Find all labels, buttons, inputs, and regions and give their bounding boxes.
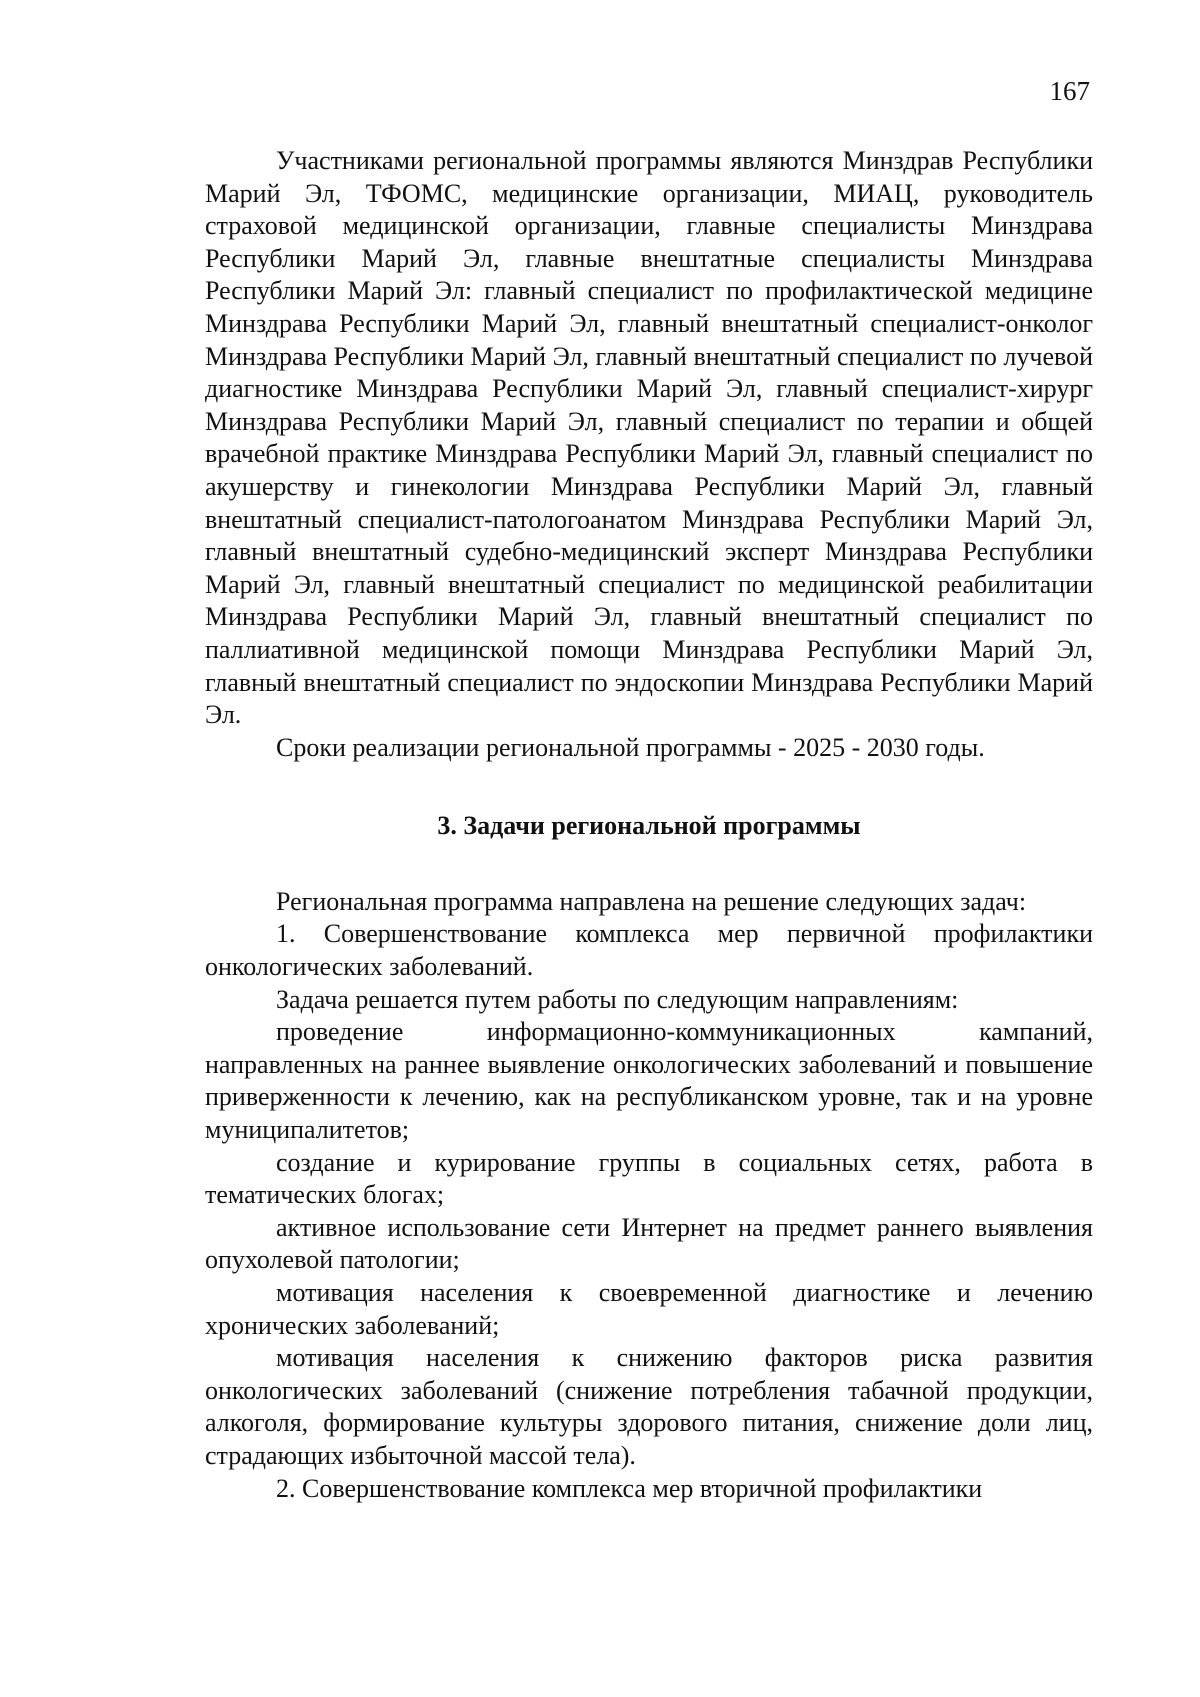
paragraph-task-2: 2. Совершенствование комплекса мер вторичной профилактики (276, 1473, 983, 1503)
paragraph-direction-diagnostics: мотивация населения к своевременной диагностике и лечению хронических заболеваний; (205, 1278, 1093, 1340)
paragraph-direction-social: создание и курирование группы в социальных сетях, работа в тематических блогах; (205, 1147, 1093, 1210)
paragraph-directions-intro: Задача решается путем работы по следующим направлениям: (276, 984, 959, 1014)
paragraph-direction-campaigns: проведение информационно-коммуникационных кампаний, направленных на раннее выявление онкологических заболеваний и повышение приверженности к лечению, как на республиканском уровне, так и на уровне муниципалитетов; (205, 1017, 1093, 1145)
paragraph-participants: Участниками региональной программы являются Минздрав Республики Марий Эл, ТФОМС, медицинские организации, МИАЦ, руководитель страховой медицинской организации, главные специалисты Минздрава Республики Марий Эл, главные внештатные специалисты Минздрава Республики Марий Эл: главный специалист по профилактической медицине Минздрава Республики Марий Эл, главный внештатный специалист-онколог Минздрава Республики Марий Эл, главный внештатный специалист по лучевой диагностике Минздрава Республики Марий Эл, главный специалист-хирург Минздрава Республики Марий Эл, главный специалист по терапии и общей врачебной практике Минздрава Республики Марий Эл, главный специалист по акушерству и гинекологии Минздрава Республики Марий Эл, главный внештатный специалист-патологоанатом Минздрава Республики Марий Эл, главный внештатный судебно-медицинский эксперт Минздрава Республики Марий Эл, главный внештатный специалист по медицинской реабилитации Минздрава Республики Марий Эл, главный внештатный специалист по паллиативной медицинской помощи Минздрава Республики Марий Эл, главный внештатный специалист по эндоскопии Минздрава Республики Марий Эл. (205, 146, 1093, 730)
page-number: 167 (1049, 76, 1090, 106)
paragraph-timeline: Сроки реализации региональной программы - 2025 - 2030 годы. (276, 732, 985, 762)
paragraph-intro: Региональная программа направлена на решение следующих задач: (276, 886, 1027, 916)
paragraph-direction-risk: мотивация населения к снижению факторов риска развития онкологических заболеваний (снижение потребления табачной продукции, алкоголя, формирование культуры здорового питания, снижение доли лиц, страдающих избыточной массой тела). (205, 1343, 1093, 1470)
paragraph-task-1: 1. Совершенствование комплекса мер первичной профилактики онкологических заболеваний. (205, 919, 1093, 982)
section-heading: 3. Задачи региональной программы (437, 811, 861, 841)
document-body (205, 145, 1093, 1505)
paragraph-direction-internet: активное использование сети Интернет на предмет раннего выявления опухолевой патологии; (205, 1212, 1093, 1275)
